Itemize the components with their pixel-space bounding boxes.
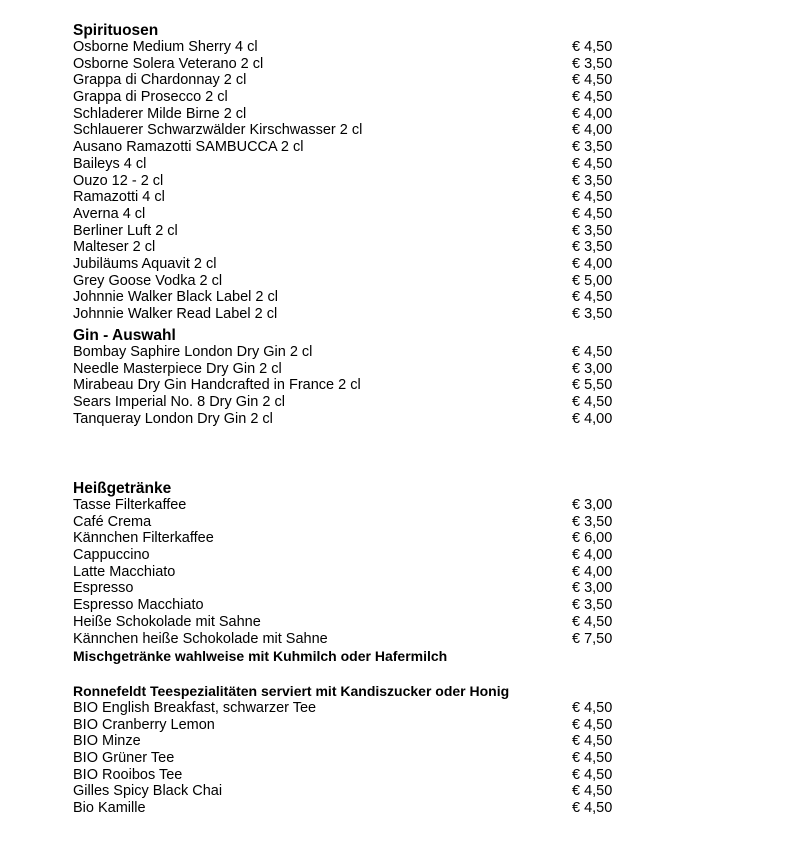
menu-item-price: € 3,50 [572, 222, 613, 239]
menu-item-price: € 4,50 [572, 700, 613, 716]
menu-item-row [73, 514, 633, 531]
menu-item-price: € 4,50 [572, 783, 613, 800]
menu-item-row [73, 800, 633, 817]
menu-item-name: Bombay Saphire London Dry Gin 2 cl [73, 344, 313, 360]
menu-item-row [73, 767, 633, 784]
menu-item-name: Needle Masterpiece Dry Gin 2 cl [73, 360, 282, 377]
menu-item-row [73, 306, 633, 323]
menu-item-row [73, 239, 633, 256]
menu-item-name: Schladerer Milde Birne 2 cl [73, 105, 247, 122]
menu-item-row [73, 106, 633, 123]
menu-item-name: BIO Cranberry Lemon [73, 716, 215, 733]
menu-item-price: € 4,00 [572, 255, 613, 272]
menu-item-name: Osborne Solera Veterano 2 cl [73, 55, 264, 72]
menu-item-row [73, 547, 633, 564]
menu-item-price: € 4,50 [572, 613, 613, 630]
menu-item-name: Johnnie Walker Black Label 2 cl [73, 289, 278, 306]
menu-item-name: Heiße Schokolade mit Sahne [73, 613, 261, 630]
menu-item-price: € 4,50 [572, 750, 613, 767]
menu-item-row [73, 139, 633, 156]
menu-item-name: Latte Macchiato [73, 563, 176, 580]
menu-item-price: € 4,00 [572, 547, 613, 564]
menu-item-price: € 6,00 [572, 530, 613, 547]
menu-item-price: € 4,00 [572, 122, 613, 139]
section-title-heissgetraenke: Heißgetränke [73, 480, 172, 497]
menu-item-row [73, 173, 633, 190]
menu-item-name: Mirabeau Dry Gin Handcrafted in France 2 cl [73, 377, 361, 394]
menu-item-price: € 3,00 [572, 580, 613, 597]
menu-item-row [73, 631, 633, 648]
menu-item-row [73, 122, 633, 139]
menu-item-price: € 5,50 [572, 377, 613, 394]
menu-item-price: € 4,50 [572, 716, 613, 733]
menu-item-price: € 4,50 [572, 72, 613, 89]
menu-item-name: Berliner Luft 2 cl [73, 222, 178, 239]
menu-item-row [73, 344, 633, 361]
menu-item-name: Gilles Spicy Black Chai [73, 783, 223, 800]
menu-item-name: Jubiläums Aquavit 2 cl [73, 255, 217, 272]
menu-item-row [73, 156, 633, 173]
menu-item-row [73, 783, 633, 800]
menu-item-name: BIO Minze [73, 733, 141, 750]
menu-item-row [73, 289, 633, 306]
menu-item-price: € 4,00 [572, 410, 613, 427]
menu-item-price: € 4,50 [572, 766, 613, 783]
menu-item-row [73, 614, 633, 631]
menu-item-name: Bio Kamille [73, 800, 146, 817]
menu-item-row [73, 89, 633, 106]
section-title-gin: Gin - Auswahl [73, 327, 176, 344]
menu-item-name: Malteser 2 cl [73, 239, 156, 256]
menu-item-price: € 3,50 [572, 513, 613, 530]
menu-item-row [73, 273, 633, 290]
menu-item-price: € 4,50 [572, 394, 613, 411]
menu-item-name: Averna 4 cl [73, 205, 146, 222]
milk-option-note: Mischgetränke wahlweise mit Kuhmilch oder Hafermilch [73, 648, 448, 665]
menu-item-price: € 3,00 [572, 497, 613, 513]
menu-item-name: Baileys 4 cl [73, 155, 147, 172]
menu-item-price: € 3,50 [572, 172, 613, 189]
menu-item-name: Café Crema [73, 513, 152, 530]
menu-item-name: Cappuccino [73, 547, 150, 564]
menu-item-row [73, 256, 633, 273]
menu-item-name: Kännchen Filterkaffee [73, 530, 214, 547]
menu-item-price: € 4,50 [572, 39, 613, 55]
menu-item-row [73, 377, 633, 394]
menu-item-row [73, 39, 633, 56]
menu-item-row [73, 717, 633, 734]
menu-item-price: € 3,00 [572, 360, 613, 377]
menu-item-price: € 3,50 [572, 306, 613, 322]
menu-item-name: Grappa di Prosecco 2 cl [73, 89, 228, 106]
menu-item-name: Kännchen heiße Schokolade mit Sahne [73, 630, 328, 647]
menu-item-price: € 4,50 [572, 344, 613, 360]
menu-item-price: € 4,50 [572, 205, 613, 222]
menu-item-name: Ouzo 12 - 2 cl [73, 172, 164, 189]
menu-item-row [73, 530, 633, 547]
menu-item-price: € 4,50 [572, 800, 613, 817]
section-gin [73, 327, 633, 427]
menu-item-row [73, 411, 633, 428]
menu-item-name: BIO Grüner Tee [73, 750, 175, 767]
menu-item-name: Sears Imperial No. 8 Dry Gin 2 cl [73, 394, 285, 411]
menu-item-row [73, 223, 633, 240]
menu-item-price: € 4,00 [572, 105, 613, 122]
menu-item-name: Grey Goose Vodka 2 cl [73, 272, 223, 289]
menu-item-price: € 3,50 [572, 597, 613, 614]
menu-item-row [73, 750, 633, 767]
menu-item-name: Tanqueray London Dry Gin 2 cl [73, 410, 273, 427]
menu-item-row [73, 361, 633, 378]
menu-item-name: Grappa di Chardonnay 2 cl [73, 72, 247, 89]
menu-item-price: € 3,50 [572, 55, 613, 72]
menu-item-price: € 5,00 [572, 272, 613, 289]
menu-item-name: Espresso [73, 580, 134, 597]
section-spirituosen [73, 22, 633, 323]
menu-item-name: Espresso Macchiato [73, 597, 204, 614]
menu-item-price: € 4,50 [572, 155, 613, 172]
item-list-tee [73, 700, 633, 817]
item-list-gin [73, 344, 633, 427]
menu-item-name: BIO Rooibos Tee [73, 766, 183, 783]
menu-item-row [73, 72, 633, 89]
menu-item-row [73, 497, 633, 514]
menu-item-row [73, 564, 633, 581]
menu-item-row [73, 189, 633, 206]
menu-item-name: Ausano Ramazotti SAMBUCCA 2 cl [73, 139, 304, 156]
item-list-heissgetraenke [73, 497, 633, 647]
menu-item-name: Johnnie Walker Read Label 2 cl [73, 306, 278, 322]
menu-item-price: € 4,50 [572, 289, 613, 306]
menu-item-price: € 4,50 [572, 189, 613, 206]
menu-item-row [73, 394, 633, 411]
menu-item-row [73, 597, 633, 614]
section-title-spirituosen: Spirituosen [73, 22, 159, 39]
menu-item-name: Tasse Filterkaffee [73, 497, 187, 513]
item-list-spirituosen [73, 39, 633, 323]
menu-item-name: Osborne Medium Sherry 4 cl [73, 39, 258, 55]
menu-item-name: Ramazotti 4 cl [73, 189, 165, 206]
menu-item-name: BIO English Breakfast, schwarzer Tee [73, 700, 317, 716]
menu-item-row [73, 56, 633, 73]
menu-item-price: € 4,50 [572, 733, 613, 750]
menu-item-price: € 7,50 [572, 630, 613, 647]
menu-item-row [73, 580, 633, 597]
menu-item-name: Schlauerer Schwarzwälder Kirschwasser 2 cl [73, 122, 363, 139]
section-title-tee: Ronnefeldt Teespezialitäten serviert mit Kandiszucker oder Honig [73, 683, 510, 699]
menu-item-row [73, 700, 633, 717]
menu-item-price: € 3,50 [572, 239, 613, 256]
menu-item-price: € 4,00 [572, 563, 613, 580]
menu-item-row [73, 206, 633, 223]
menu-item-row [73, 733, 633, 750]
section-tee [73, 683, 633, 817]
menu-item-price: € 4,50 [572, 89, 613, 106]
section-heissgetraenke [73, 480, 633, 665]
menu-item-price: € 3,50 [572, 139, 613, 156]
